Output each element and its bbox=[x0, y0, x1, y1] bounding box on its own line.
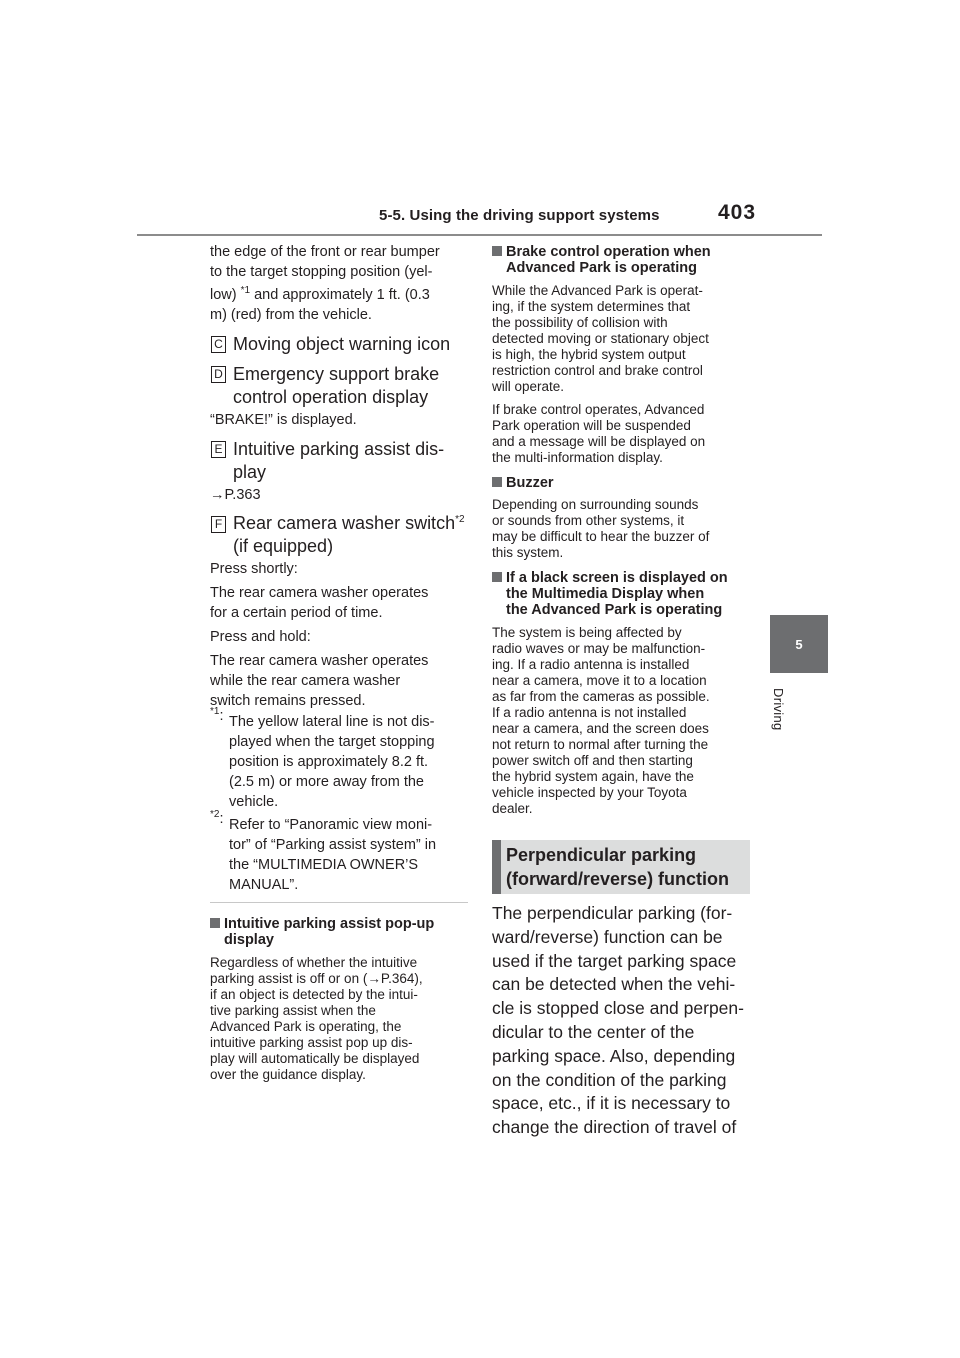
item-f-text: Rear camera washer switch$^{*2}$ (if equipped) bbox=[233, 513, 465, 556]
chapter-label: Driving bbox=[771, 688, 786, 731]
intro-line: the edge of the front or rear bumper bbox=[210, 244, 440, 260]
square-bullet-icon bbox=[492, 477, 502, 487]
item-d-text: Emergency support brake control operation display bbox=[233, 364, 440, 407]
key-c-marker: C bbox=[211, 336, 226, 353]
item-d-note: “BRAKE!” is displayed. bbox=[210, 412, 357, 428]
chapter-tab bbox=[770, 615, 828, 673]
item-e-ref[interactable]: →P.363 bbox=[210, 487, 261, 503]
square-bullet-icon bbox=[492, 572, 502, 582]
brake-paragraph-1: While the Advanced Park is operat- ing, if the system determines that the possibility of collision with detected moving or stationary object is high, the hybrid system output restriction control and brake control will operate. bbox=[492, 283, 709, 394]
popup-heading: Intuitive parking assist pop-up display bbox=[210, 916, 468, 948]
buzzer-paragraph: Depending on surrounding sounds or sounds from other systems, it may be difficult to hear the buzzer of this system. bbox=[492, 497, 710, 560]
footnote-2-mark: $^{*2}$: bbox=[210, 809, 224, 827]
intro-line: m) (red) from the vehicle. bbox=[210, 307, 372, 323]
section-title: Perpendicular parking (forward/reverse) function bbox=[506, 845, 730, 889]
header-rule bbox=[137, 234, 822, 236]
item-c-text: Moving object warning icon bbox=[233, 334, 451, 354]
intro-line: low) $^{*1}$ and approximately 1 ft. (0.3 bbox=[210, 285, 430, 303]
footnote-1-mark: $^{*1}$: bbox=[210, 706, 224, 724]
square-bullet-icon bbox=[492, 246, 502, 256]
footnote-ref-1: *1 bbox=[240, 285, 251, 297]
footnote-separator bbox=[210, 902, 468, 903]
section-body: The perpendicular parking (for- ward/reverse) function can be used if the target parking space can be detected when the vehi- cle is stopped close and perpen- dicular to the center of the parking space. Also, depending on the condition of the parking space, etc., if it is necessary to change the direction of travel of bbox=[492, 903, 744, 1138]
key-f-marker: F bbox=[211, 516, 226, 533]
buzzer-heading: Buzzer bbox=[492, 475, 750, 491]
popup-paragraph: Regardless of whether the intuitive parking assist is off or on (→P.364), if an object is detected by the intui- tive parking assist when the Advanced Park is operating, the intuitive parking assist pop up dis- play will automatically be displayed over the guidance display. bbox=[210, 955, 423, 1082]
key-e-marker: E bbox=[211, 441, 226, 458]
footnote-1-text: The yellow lateral line is not dis- played when the target stopping position is approximately 8.2 ft. (2.5 m) or more away from the vehicle. bbox=[229, 714, 435, 810]
intro-paragraph bbox=[210, 242, 468, 325]
brake-paragraph-2: If brake control operates, Advanced Park operation will be suspended and a message will be displayed on the multi-information display. bbox=[492, 402, 706, 465]
chapter-number: 5 bbox=[795, 636, 803, 652]
black-screen-paragraph: The system is being affected by radio waves or may be malfunction- ing. If a radio antenna is installed near a camera, move it to a location as far from the cameras as possible. If a radio antenna is not installed near a camera, and the screen does not return to normal after turning the power switch off and then starting the hybrid system again, have the vehicle inspected by your Toyota dealer. bbox=[492, 625, 710, 816]
footnote-ref-2: *2 bbox=[455, 514, 465, 525]
footnote-2-text: Refer to “Panoramic view moni- tor” of “Parking assist system” in the “MULTIMEDIA OWNER’S MANUAL”. bbox=[229, 817, 437, 893]
key-d-marker: D bbox=[211, 366, 226, 383]
black-screen-heading: If a black screen is displayed on the Multimedia Display when the Advanced Park is operating bbox=[492, 570, 750, 618]
brake-heading: Brake control operation when Advanced Park is operating bbox=[492, 244, 750, 276]
section-box-bar bbox=[492, 840, 501, 894]
square-bullet-icon bbox=[210, 918, 220, 928]
item-f-notes: Press shortly: The rear camera washer operates for a certain period of time. Press and hold: The rear camera washer operates while the rear camera washer switch remains pressed. bbox=[210, 561, 429, 709]
section-header: 5-5. Using the driving support systems bbox=[379, 207, 660, 224]
intro-line: to the target stopping position (yel- bbox=[210, 264, 433, 280]
item-e-text: Intuitive parking assist dis- play bbox=[233, 439, 445, 482]
page-number: 403 bbox=[718, 201, 757, 224]
